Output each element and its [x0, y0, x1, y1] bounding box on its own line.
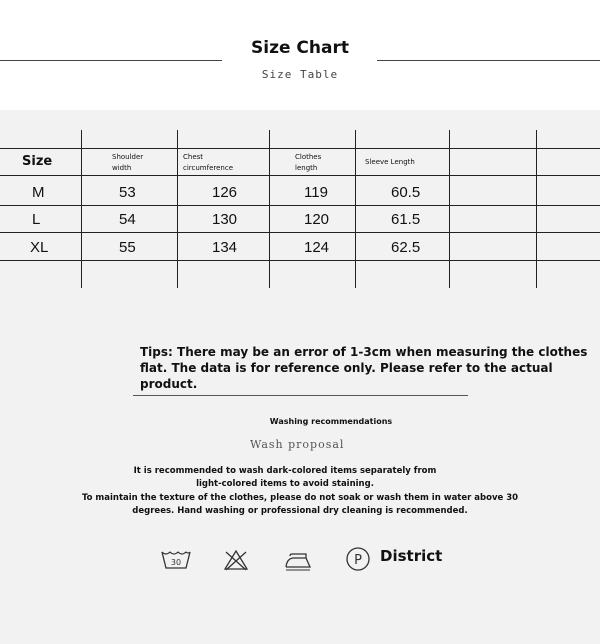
tips-line: flat. The data is for reference only. Please refer to the actual product. [140, 361, 553, 391]
table-col-rule [355, 130, 356, 288]
tips-note [140, 344, 590, 392]
washing-title: Washing recommendations [269, 417, 393, 426]
header-rule-right [377, 60, 600, 61]
cell-chest: 130 [212, 211, 238, 228]
cell-sleeve: 62.5 [391, 239, 421, 256]
wash-30-icon [160, 548, 192, 572]
table-col-rule [269, 130, 270, 288]
table-col-rule [81, 130, 82, 288]
cell-shoulder: 55 [119, 239, 136, 256]
cell-length: 120 [304, 211, 330, 228]
cell-sleeve: 61.5 [391, 211, 421, 228]
cell-chest: 126 [212, 184, 238, 201]
cell-size: M [32, 184, 45, 201]
cell-length: 124 [304, 239, 330, 256]
header-rule-left [0, 60, 222, 61]
col-header-size: Size [22, 154, 53, 169]
col-header-sleeve: Sleeve Length [365, 158, 415, 166]
table-col-rule [449, 130, 450, 288]
header [0, 0, 600, 110]
svg-text:P: P [354, 553, 362, 568]
col-header-chest: Chest circumference [183, 153, 234, 172]
cell-size: L [32, 211, 41, 228]
cell-shoulder: 54 [119, 211, 136, 228]
dry-clean-p-icon [345, 546, 371, 572]
table-col-rule [536, 130, 537, 288]
table-col-rule [177, 130, 178, 288]
table-rule [0, 175, 600, 176]
washing-subtitle: Wash proposal [250, 438, 345, 451]
svg-text:30: 30 [170, 558, 182, 567]
district-label: District [380, 547, 443, 565]
col-header-length: Clothes length [295, 153, 322, 172]
table-rule [0, 148, 600, 149]
cell-length: 119 [304, 184, 328, 201]
table-rule [0, 232, 600, 233]
iron-icon [282, 548, 312, 572]
cell-shoulder: 53 [119, 184, 136, 201]
table-rule [0, 205, 600, 206]
size-table [0, 110, 600, 300]
washing-paragraph-1: It is recommended to wash dark-colored items separately from light-colored items to avoid staining. [133, 466, 437, 489]
washing-paragraph-2: To maintain the texture of the clothes, please do not soak or wash them in water above 30 degrees. Hand washing or professional dry cleaning is recommended. [81, 493, 519, 516]
page-subtitle: Size Table [261, 68, 339, 81]
cell-chest: 134 [212, 239, 238, 256]
cell-sleeve: 60.5 [391, 184, 421, 201]
table-rule [0, 260, 600, 261]
col-header-shoulder: Shoulder width [112, 153, 144, 172]
cell-size: XL [30, 239, 49, 256]
do-not-bleach-icon [223, 548, 249, 572]
section-divider [133, 395, 468, 396]
page-title: Size Chart [251, 38, 349, 58]
tips-line: Tips: There may be an error of 1-3cm when measuring the clothes [140, 345, 588, 359]
